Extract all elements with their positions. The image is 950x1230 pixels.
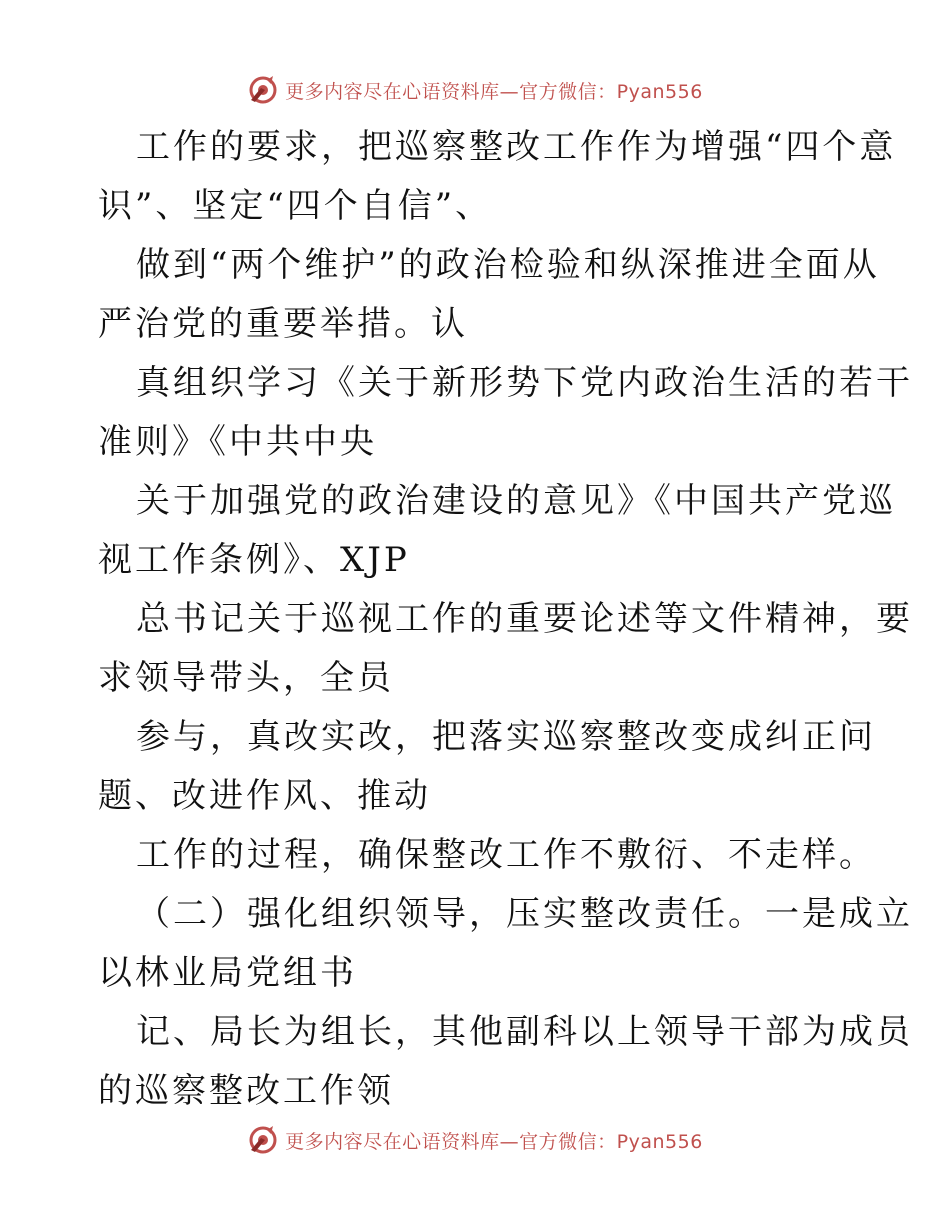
brand-logo-icon xyxy=(247,74,279,106)
text-line: 求领导带头，全员 xyxy=(98,658,394,698)
watermark-text: 更多内容尽在心语资料库—官方微信：Pyan556 xyxy=(285,80,703,103)
header-watermark-banner xyxy=(0,70,950,110)
text-line: 的巡察整改工作领 xyxy=(98,1071,394,1111)
text-line: 关于加强党的政治建设的意见》《中国共产党巡 xyxy=(136,481,896,521)
text-line: 参与，真改实改，把落实巡察整改变成纠正问 xyxy=(136,717,876,757)
text-line: 做到“两个维护”的政治检验和纵深推进全面从 xyxy=(136,245,880,285)
text-line: 题、改进作风、推动 xyxy=(98,776,431,816)
text-line: 记、局长为组长，其他副科以上领导干部为成员 xyxy=(136,1012,913,1052)
text-line: 工作的过程，确保整改工作不敷衍、不走样。 xyxy=(136,835,876,875)
text-line: 准则》《中共中央 xyxy=(98,422,377,462)
text-line: 识”、坚定“四个自信”、 xyxy=(98,186,493,226)
text-line: 视工作条例》、XJP xyxy=(98,540,410,580)
text-line: 总书记关于巡视工作的重要论述等文件精神，要 xyxy=(136,599,913,639)
footer-watermark-banner xyxy=(0,1120,950,1160)
watermark-text: 更多内容尽在心语资料库—官方微信：Pyan556 xyxy=(285,1130,703,1153)
brand-logo-icon xyxy=(247,1124,279,1156)
text-line: （二）强化组织领导，压实整改责任。一是成立 xyxy=(136,894,913,934)
text-line: 真组织学习《关于新形势下党内政治生活的若干 xyxy=(136,363,913,403)
text-line: 工作的要求，把巡察整改工作作为增强“四个意 xyxy=(136,127,897,167)
document-body xyxy=(98,118,913,1121)
text-line: 以林业局党组书 xyxy=(98,953,357,993)
text-line: 严治党的重要举措。认 xyxy=(98,304,468,344)
